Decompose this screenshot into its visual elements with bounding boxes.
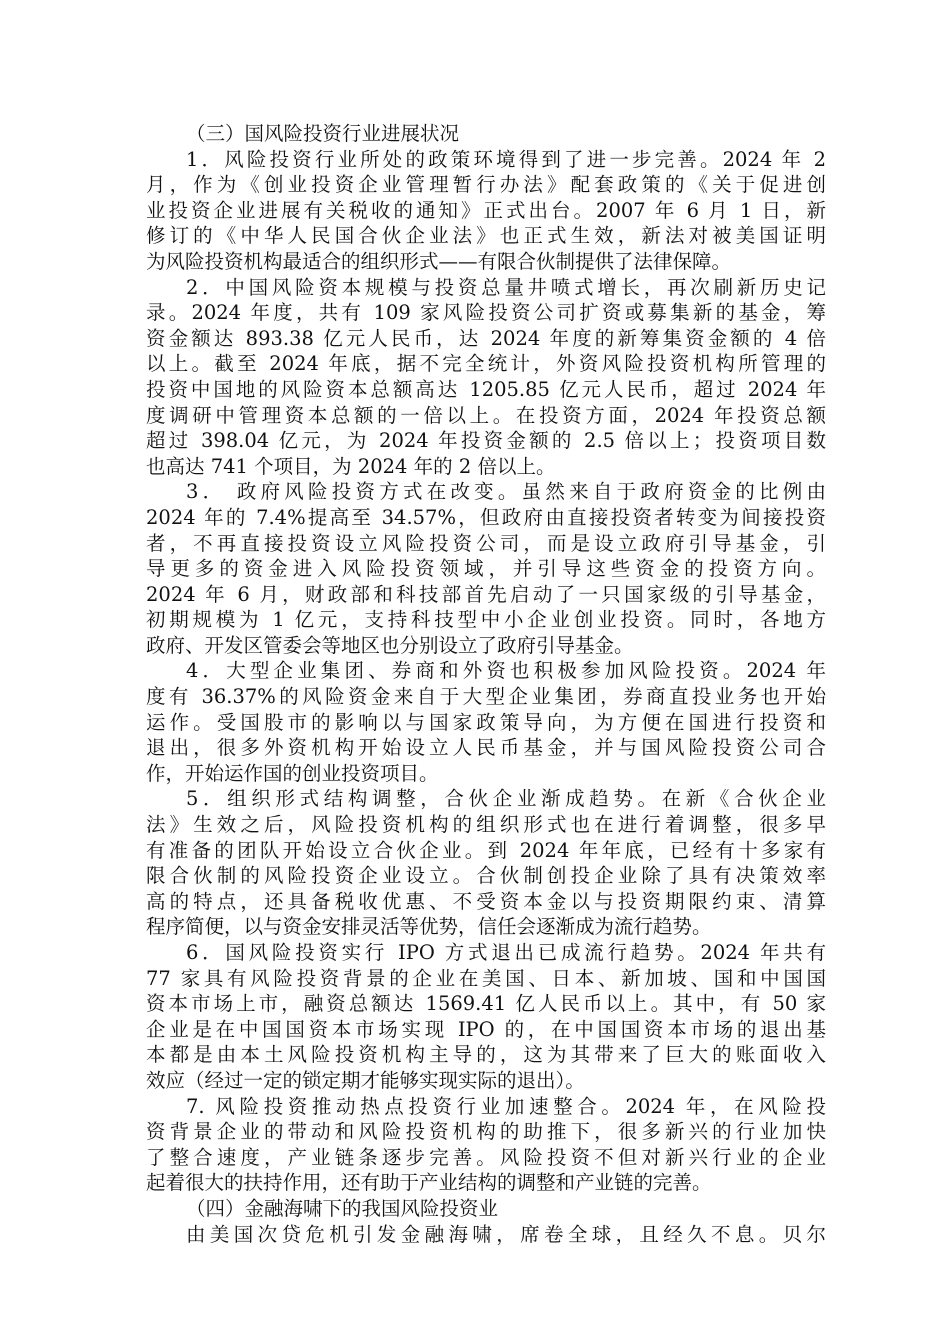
paragraph-line: 作，开始运作国的创业投资项目。	[146, 761, 439, 785]
paragraph-line: 资金额达 893.38 亿元人民币，达 2024 年度的新筹集资金额的 4 倍	[146, 326, 826, 350]
paragraph-line: 者，不再直接投资设立风险投资公司，而是设立政府引导基金，引	[146, 531, 826, 555]
paragraph-line: 1．风险投资行业所处的政策环境得到了进一步完善。2024 年 2	[186, 147, 826, 171]
paragraph-3	[146, 479, 826, 658]
paragraph-line: 录。2024 年度，共有 109 家风险投资公司扩资或募集新的基金，筹	[146, 301, 826, 325]
paragraph-2	[146, 275, 826, 480]
paragraph-line: 2024 年的 7.4%提高至 34.57%，但政府由直接投资者转变为间接投资	[146, 505, 826, 529]
paragraph-line: 修订的《中华人民国合伙企业法》也正式生效，新法对被美国证明	[146, 224, 826, 248]
paragraph-line: 政府、开发区管委会等地区也分别设立了政府引导基金。	[146, 633, 634, 657]
paragraph-5	[146, 786, 826, 940]
paragraph-line: 了整合速度，产业链条逐步完善。风险投资不但对新兴行业的企业	[146, 1145, 826, 1169]
paragraph-line: 资背景企业的带动和风险投资机构的助推下，很多新兴的行业加快	[146, 1120, 826, 1144]
paragraph-6	[146, 940, 826, 1094]
paragraph-line: 法》生效之后，风险投资机构的组织形式也在进行着调整，很多早	[146, 813, 826, 837]
paragraph-final	[146, 1222, 826, 1248]
paragraph-line: 7. 风险投资推动热点投资行业加速整合。2024 年，在风险投	[186, 1094, 826, 1118]
paragraph-line: 程序简便，以与资金安排灵活等优势，信任会逐渐成为流行趋势。	[146, 915, 712, 939]
paragraph-line: 运作。受国股市的影响以与国家政策导向，为方便在国进行投资和	[146, 710, 826, 734]
paragraph-line: 有准备的团队开始设立合伙企业。到 2024 年年底，已经有十多家有	[146, 838, 826, 862]
paragraph-line: 也高达 741 个项目，为 2024 年的 2 倍以上。	[146, 454, 556, 478]
paragraph-line: 导更多的资金进入风险投资领域，并引导这些资金的投资方向。	[146, 557, 826, 581]
paragraph-line: 以上。截至 2024 年底，据不完全统计，外资风险投资机构所管理的	[146, 352, 826, 376]
paragraph-line: 高的特点，还具备税收优惠、不受资本金以与投资期限约束、清算	[146, 889, 826, 913]
section-heading-3: （三）国风险投资行业进展状况	[186, 122, 460, 145]
paragraph-line: 3． 政府风险投资方式在改变。虽然来自于政府资金的比例由	[186, 480, 826, 504]
paragraph-line: 投资中国地的风险资本总额高达 1205.85 亿元人民币，超过 2024 年	[146, 377, 826, 401]
paragraph-line: 本都是由本土风险投资机构主导的，这为其带来了巨大的账面收入	[146, 1043, 826, 1067]
paragraph-line: 限合伙制的风险投资企业设立。合伙制创投企业除了具有决策效率	[146, 864, 826, 888]
paragraph-line: 月，作为《创业投资企业管理暂行办法》配套政策的《关于促进创	[146, 173, 826, 197]
paragraph-line: 由美国次贷危机引发金融海啸，席卷全球，且经久不息。贝尔	[186, 1222, 826, 1246]
paragraph-line: 6．国风险投资实行 IPO 方式退出已成流行趋势。2024 年共有	[186, 941, 826, 964]
paragraph-line: 度调研中管理资本总额的一倍以上。在投资方面，2024 年投资总额	[146, 403, 826, 427]
paragraph-line: 度有 36.37%的风险资金来自于大型企业集团，券商直投业务也开始	[146, 685, 826, 709]
paragraph-line: 超过 398.04 亿元，为 2024 年投资金额的 2.5 倍以上；投资项目数	[146, 429, 826, 453]
paragraph-line: 效应（经过一定的锁定期才能够实现实际的退出）。	[146, 1068, 585, 1092]
paragraph-line: 5．组织形式结构调整，合伙企业渐成趋势。在新《合伙企业	[186, 787, 826, 811]
paragraph-line: 企业是在中国国资本市场实现 IPO 的，在中国国资本市场的退出基	[146, 1017, 826, 1041]
paragraph-1	[146, 147, 826, 275]
paragraph-7	[146, 1094, 826, 1196]
paragraph-line: 初期规模为 1 亿元，支持科技型中小企业创业投资。同时，各地方	[146, 608, 826, 632]
paragraph-line: 4．大型企业集团、券商和外资也积极参加风险投资。2024 年	[186, 659, 826, 683]
paragraph-line: 起着很大的扶持作用，还有助于产业结构的调整和产业链的完善。	[146, 1171, 712, 1195]
paragraph-line: 2024 年 6 月，财政部和科技部首先启动了一只国家级的引导基金，	[146, 582, 826, 606]
paragraph-line: 为风险投资机构最适合的组织形式——有限合伙制提供了法律保障。	[146, 249, 732, 273]
paragraph-line: 业投资企业进展有关税收的通知》正式出台。2007 年 6 月 1 日，新	[146, 198, 826, 222]
paragraph-line: 资本市场上市，融资总额达 1569.41 亿人民币以上。其中，有 50 家	[146, 992, 826, 1016]
paragraph-line: 2．中国风险资本规模与投资总量井喷式增长，再次刷新历史记	[186, 275, 826, 299]
document-page	[146, 121, 826, 1247]
section-heading-4: （四）金融海啸下的我国风险投资业	[186, 1196, 499, 1220]
paragraph-line: 77 家具有风险投资背景的企业在美国、日本、新加坡、国和中国国	[146, 966, 826, 990]
paragraph-4	[146, 658, 826, 786]
paragraph-line: 退出，很多外资机构开始设立人民币基金，并与国风险投资公司合	[146, 736, 826, 760]
